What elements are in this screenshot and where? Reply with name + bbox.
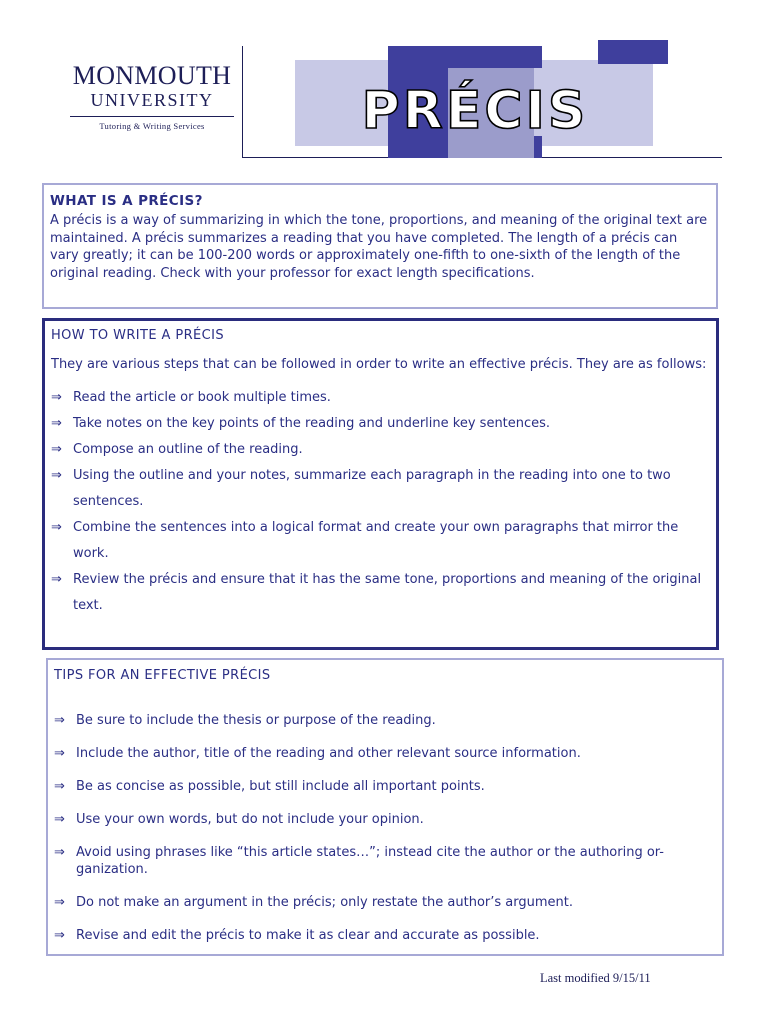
list-item: [54, 811, 716, 828]
page-title-graphic: [300, 70, 650, 150]
arrow-icon: ⇒: [51, 468, 62, 483]
list-item: [51, 567, 710, 619]
arrow-icon: ⇒: [54, 746, 65, 761]
step-text: Review the précis and ensure that it has the same tone, proportions and meaning of the original text.: [73, 572, 702, 613]
tip-text: Be as concise as possible, but still include all important points.: [76, 779, 485, 794]
list-item: [51, 437, 710, 463]
step-text: Using the outline and your notes, summarize each paragraph in the reading into one to two sentences.: [73, 468, 671, 509]
what-is-body: A précis is a way of summarizing in which the tone, proportions, and meaning of the original text are maintained. A précis summarizes a reading that you have completed. The length of a précis can vary greatly; it can be 100-200 words or approximately one-fifth to one-sixth of the length of the original reading. Check with your professor for exact length specifications.: [50, 213, 708, 281]
tips-list: [54, 712, 716, 944]
tip-text: Do not make an argument in the précis; only restate the author’s argument.: [76, 895, 573, 910]
step-text: Read the article or book multiple times.: [73, 390, 331, 405]
list-item: [51, 385, 710, 411]
list-item: [54, 712, 716, 729]
arrow-icon: ⇒: [54, 928, 65, 943]
list-item: [54, 844, 716, 878]
steps-list: [51, 385, 710, 619]
arrow-icon: ⇒: [51, 390, 62, 405]
list-item: [51, 463, 710, 515]
step-text: Combine the sentences into a logical format and create your own paragraphs that mirror the work.: [73, 520, 679, 561]
arrow-icon: ⇒: [54, 895, 65, 910]
tip-text: Revise and edit the précis to make it as clear and accurate as possible.: [76, 928, 540, 943]
arrow-icon: ⇒: [51, 442, 62, 457]
logo-line-services: Tutoring & Writing Services: [99, 121, 205, 131]
logo-rule: [70, 116, 234, 117]
how-to-section: [42, 318, 719, 650]
page-title: PRÉCIS: [361, 81, 589, 141]
arrow-icon: ⇒: [54, 779, 65, 794]
header-vertical-rule: [242, 46, 243, 158]
university-logo: [62, 62, 242, 131]
what-is-section: [42, 183, 718, 309]
list-item: [54, 927, 716, 944]
list-item: [51, 515, 710, 567]
arrow-icon: ⇒: [51, 416, 62, 431]
logo-line-university: UNIVERSITY: [90, 90, 214, 110]
arrow-icon: ⇒: [51, 572, 62, 587]
logo-line-monmouth: MONMOUTH: [72, 61, 232, 90]
what-is-heading: WHAT IS A PRÉCIS?: [50, 193, 203, 209]
arrow-icon: ⇒: [54, 812, 65, 827]
tip-text: Avoid using phrases like “this article states…”; instead cite the author or the authoring or-ganization.: [76, 845, 664, 877]
tip-text: Be sure to include the thesis or purpose of the reading.: [76, 713, 436, 728]
arrow-icon: ⇒: [51, 520, 62, 535]
tips-section: [46, 658, 724, 956]
last-modified-note: Last modified 9/15/11: [540, 971, 651, 985]
list-item: [54, 778, 716, 795]
arrow-icon: ⇒: [54, 713, 65, 728]
tip-text: Use your own words, but do not include your opinion.: [76, 812, 424, 827]
tips-heading: TIPS FOR AN EFFECTIVE PRÉCIS: [54, 668, 271, 683]
tip-text: Include the author, title of the reading and other relevant source information.: [76, 746, 581, 761]
step-text: Take notes on the key points of the reading and underline key sentences.: [73, 416, 551, 431]
list-item: [54, 745, 716, 762]
how-to-heading: HOW TO WRITE A PRÉCIS: [51, 328, 224, 343]
decor-block-dark-top: [598, 40, 668, 64]
list-item: [51, 411, 710, 437]
how-to-intro: They are various steps that can be followed in order to write an effective précis. They are as follows:: [51, 357, 707, 372]
list-item: [54, 894, 716, 911]
step-text: Compose an outline of the reading.: [73, 442, 303, 457]
arrow-icon: ⇒: [54, 845, 65, 860]
